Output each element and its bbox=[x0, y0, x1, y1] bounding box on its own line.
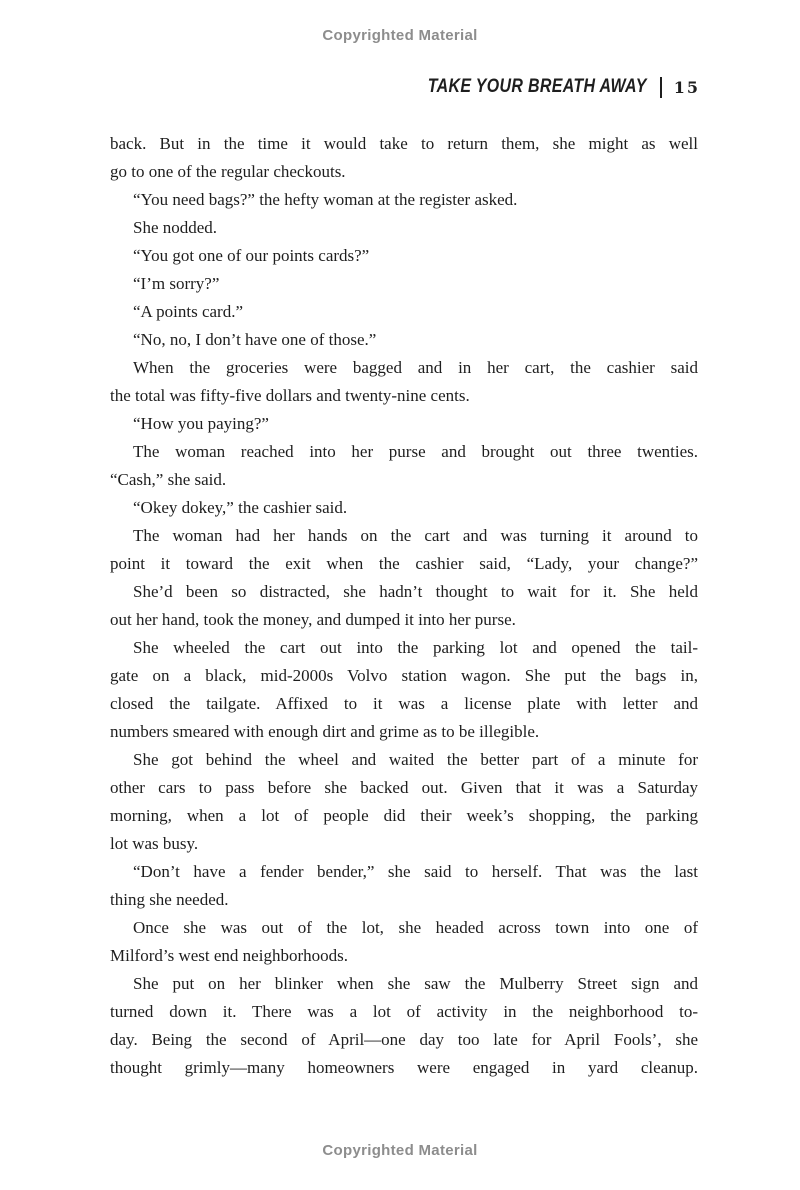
text-line: other cars to pass before she backed out. Given that it was a Saturday bbox=[110, 778, 698, 797]
text-line: numbers smeared with enough dirt and grime as to be illegible. bbox=[110, 722, 540, 741]
text-line: Milford’s west end neighborhoods. bbox=[110, 946, 348, 965]
text-line: morning, when a lot of people did their week’s shopping, the parking bbox=[110, 806, 698, 825]
text-line: “How you paying?” bbox=[133, 414, 269, 433]
text-line: “A points card.” bbox=[133, 302, 243, 321]
text-line: She’d been so distracted, she hadn’t thought to wait for it. She held bbox=[133, 582, 698, 601]
text-line: The woman had her hands on the cart and was turning it around to bbox=[133, 526, 698, 545]
text-line: The woman reached into her purse and brought out three twenties. bbox=[133, 442, 698, 461]
text-line: day. Being the second of April—one day too late for April Fools’, she bbox=[110, 1030, 698, 1049]
text-line: She wheeled the cart out into the parking lot and opened the tail- bbox=[133, 638, 698, 657]
page-number: 15 bbox=[673, 77, 700, 97]
text-line: gate on a black, mid-2000s Volvo station wagon. She put the bags in, bbox=[110, 666, 698, 685]
text-line: Once she was out of the lot, she headed across town into one of bbox=[133, 918, 698, 937]
text-line: “You got one of our points cards?” bbox=[133, 246, 370, 265]
text-line: point it toward the exit when the cashier said, “Lady, your change?” bbox=[110, 554, 698, 573]
text-line: turned down it. There was a lot of activity in the neighborhood to- bbox=[110, 1002, 698, 1021]
running-header bbox=[386, 73, 700, 101]
text-line: “Okey dokey,” the cashier said. bbox=[133, 498, 348, 517]
watermark-top: Copyrighted Material bbox=[322, 27, 478, 44]
text-line: go to one of the regular checkouts. bbox=[110, 162, 346, 181]
text-line: She put on her blinker when she saw the Mulberry Street sign and bbox=[133, 974, 698, 993]
running-head-title: TAKE YOUR BREATH AWAY bbox=[427, 76, 647, 97]
text-line: She nodded. bbox=[133, 218, 218, 237]
text-line: “I’m sorry?” bbox=[133, 274, 220, 293]
text-line: “Cash,” she said. bbox=[110, 470, 227, 489]
text-line: When the groceries were bagged and in her cart, the cashier said bbox=[133, 358, 698, 377]
text-line: “You need bags?” the hefty woman at the register asked. bbox=[133, 190, 518, 209]
text-line: “Don’t have a fender bender,” she said to herself. That was the last bbox=[133, 862, 698, 881]
header-divider-rule bbox=[660, 77, 662, 98]
text-line: the total was fifty-five dollars and twenty-nine cents. bbox=[110, 386, 470, 405]
body-text bbox=[110, 130, 698, 1082]
text-line: She got behind the wheel and waited the better part of a minute for bbox=[133, 750, 698, 769]
text-line: “No, no, I don’t have one of those.” bbox=[133, 330, 377, 349]
watermark-bottom: Copyrighted Material bbox=[322, 1142, 478, 1159]
text-line: thing she needed. bbox=[110, 890, 229, 909]
text-line: thought grimly—many homeowners were engaged in yard cleanup. bbox=[110, 1058, 698, 1077]
text-line: back. But in the time it would take to return them, she might as well bbox=[110, 134, 698, 153]
text-line: closed the tailgate. Affixed to it was a license plate with letter and bbox=[110, 694, 698, 713]
text-line: lot was busy. bbox=[110, 834, 199, 853]
text-line: out her hand, took the money, and dumped it into her purse. bbox=[110, 610, 516, 629]
